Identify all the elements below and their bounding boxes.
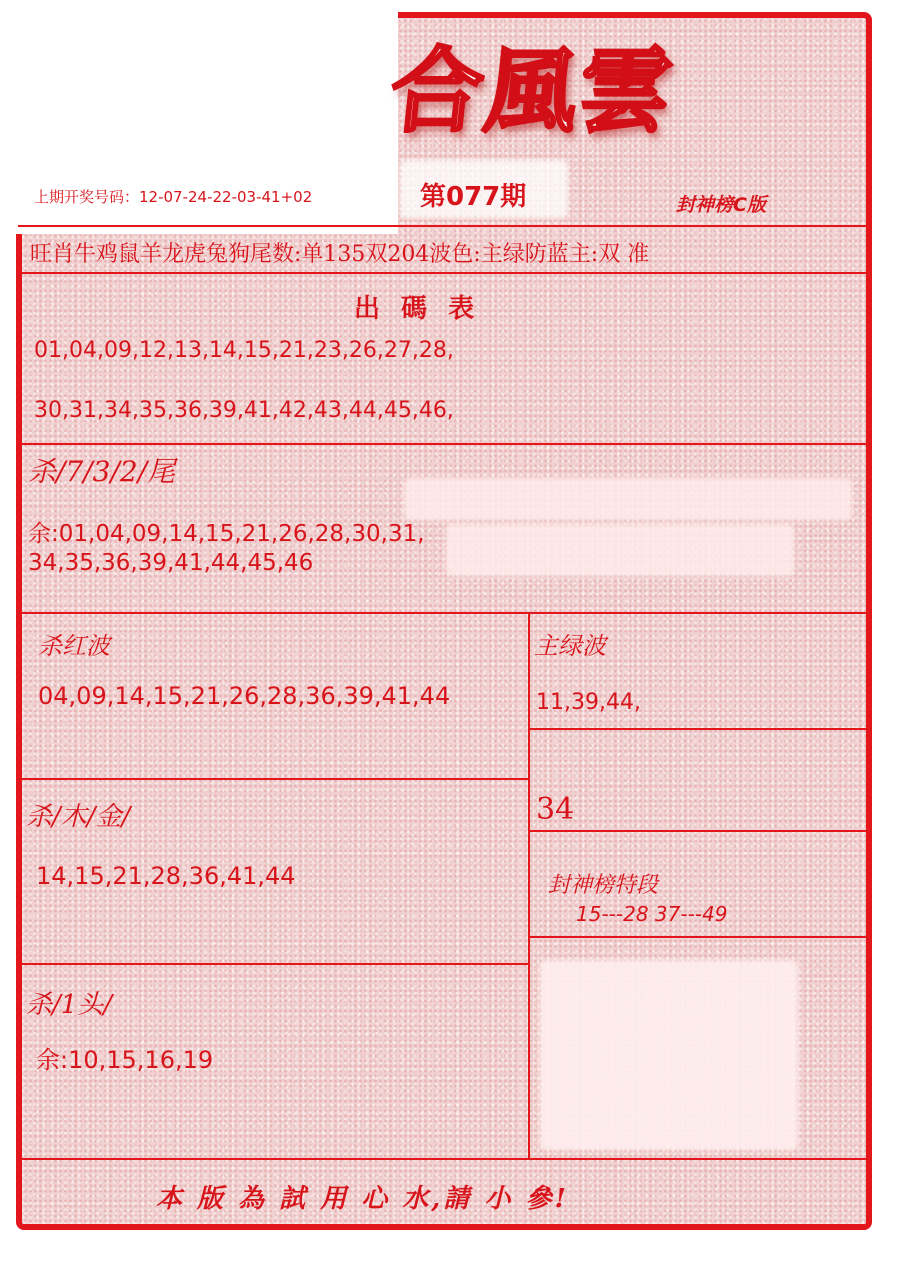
last-draw-numbers: 上期开奖号码：12-07-24-22-03-41+02: [34, 188, 313, 206]
divider-left-1: [18, 778, 530, 780]
divider-right-2: [530, 830, 866, 832]
chuma-row-2: 30,31,34,35,36,39,41,42,43,44,45,46,: [34, 398, 454, 423]
chuma-row-1: 01,04,09,12,13,14,15,21,23,26,27,28,: [34, 338, 454, 363]
divider-right-1: [530, 728, 866, 730]
main-green-title: 主绿波: [534, 632, 606, 660]
issue-number: 第077期: [420, 182, 527, 212]
divider-kill-tail: [18, 612, 868, 614]
blur-patch-2: [446, 524, 794, 576]
blur-patch-3: [540, 960, 798, 1150]
footer-note: 本 版 為 試 用 心 水,請 小 參!: [156, 1184, 569, 1214]
divider-header: [18, 225, 868, 227]
divider-chuma: [18, 443, 868, 445]
divider-hotline: [18, 272, 868, 274]
kill-red-values: 04,09,14,15,21,26,28,36,39,41,44: [38, 682, 451, 710]
chuma-title: 出 碼 表: [354, 294, 481, 324]
kill-red-title: 杀红波: [38, 632, 110, 660]
divider-right-3: [530, 936, 866, 938]
divider-footer: [18, 1158, 868, 1160]
logo-text: 合風雲: [385, 37, 679, 145]
kill-tail-title: 杀/7/3/2/尾: [28, 455, 176, 488]
hot-line: 旺肖牛鸡鼠羊龙虎兔狗尾数:单135双204波色:主绿防蓝主:双 准: [30, 242, 650, 267]
kill-tail-line-1: 余:01,04,09,14,15,21,26,28,30,31,: [28, 521, 425, 547]
blur-patch-1: [404, 478, 852, 520]
kill-head-values: 余:10,15,16,19: [36, 1046, 214, 1074]
special-title: 封神榜特段: [548, 873, 659, 898]
kill-head-title: 杀/1头/: [26, 990, 113, 1020]
sub-title: 封神榜C版: [676, 194, 766, 216]
special-values: 15---28 37---49: [576, 902, 728, 926]
kill-tail-line-2: 34,35,36,39,41,44,45,46: [28, 550, 314, 576]
divider-vertical: [528, 612, 530, 1160]
kill-wood-gold-values: 14,15,21,28,36,41,44: [36, 862, 296, 890]
divider-left-2: [18, 963, 530, 965]
main-green-values: 11,39,44,: [536, 690, 641, 715]
kill-wood-gold-title: 杀/木/金/: [26, 802, 131, 832]
single-number: 34: [536, 792, 575, 827]
